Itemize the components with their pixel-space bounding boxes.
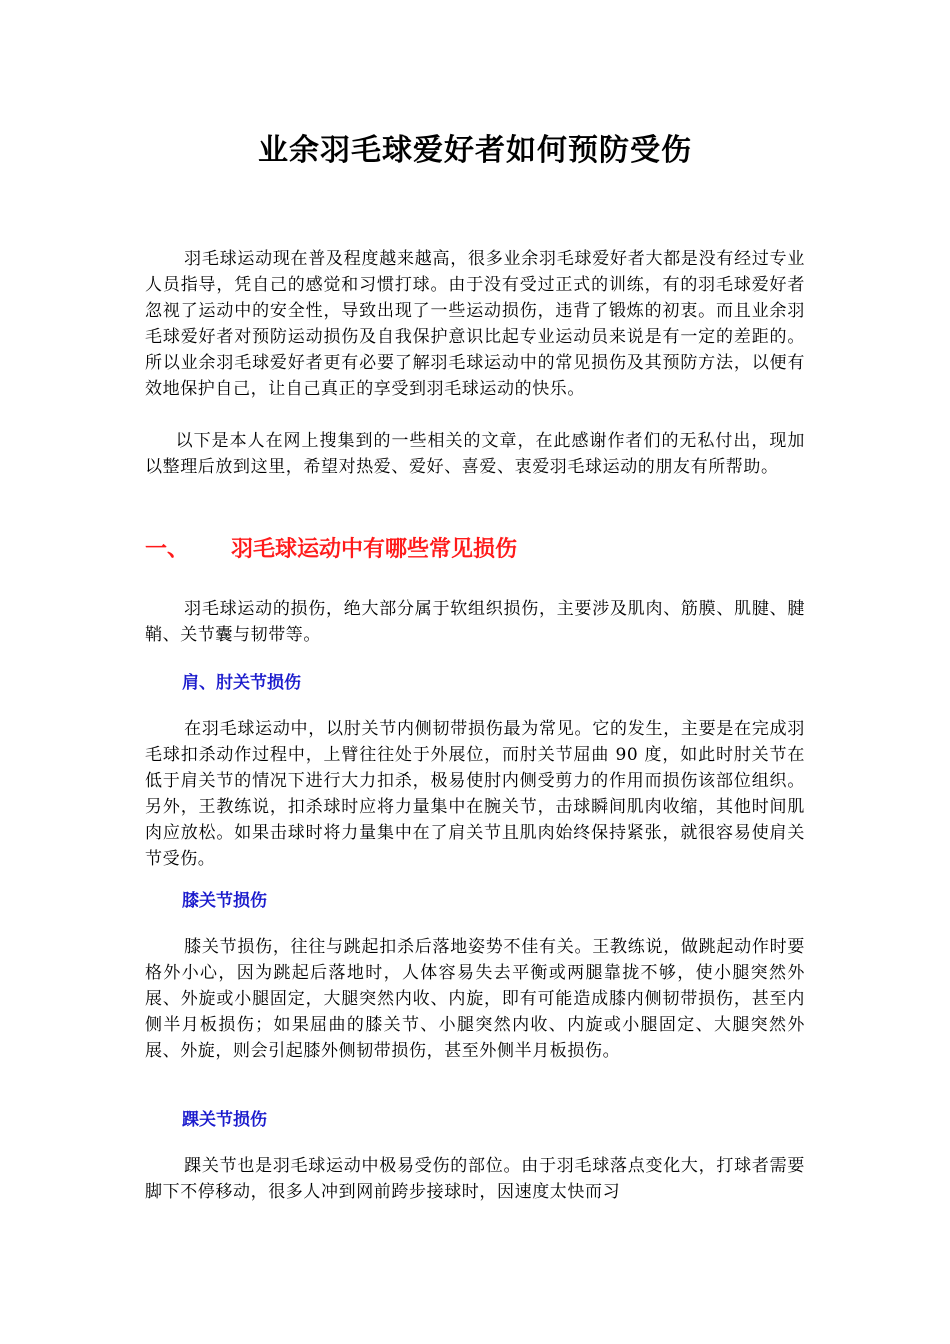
- section-intro-paragraph: 羽毛球运动的损伤，绝大部分属于软组织损伤，主要涉及肌肉、筋膜、肌腱、腱鞘、关节囊与韧带等。: [145, 599, 805, 645]
- subheading-knee: 膝关节损伤: [182, 891, 267, 911]
- intro-paragraph-1: 羽毛球运动现在普及程度越来越高，很多业余羽毛球爱好者大都是没有经过专业人员指导，凭自己的感觉和习惯打球。由于没有受过正式的训练，有的羽毛球爱好者忽视了运动中的安全性，导致出现了一些运动损伤，违背了锻炼的初衷。而且业余羽毛球爱好者对预防运动损伤及自我保护意识比起专业运动员来说是有一定的差距的。所以业余羽毛球爱好者更有必要了解羽毛球运动中的常见损伤及其预防方法，以便有效地保护自己，让自己真正的享受到羽毛球运动的快乐。: [145, 249, 805, 399]
- section-heading: [145, 530, 805, 570]
- shoulder-elbow-paragraph: 在羽毛球运动中，以肘关节内侧韧带损伤最为常见。它的发生，主要是在完成羽毛球扣杀动作过程中，上臂往往处于外展位，而肘关节屈曲 90 度，如此时肘关节在低于肩关节的情况下进行大力扣杀，极易使肘内侧受剪力的作用而损伤该部位组织。另外，王教练说，扣杀球时应将力量集中在腕关节，击球瞬间肌肉收缩，其他时间肌肉应放松。如果击球时将力量集中在了肩关节且肌肉始终保持紧张，就很容易使肩关节受伤。: [145, 719, 805, 869]
- document-title: 业余羽毛球爱好者如何预防受伤: [258, 133, 692, 168]
- subheading-ankle: 踝关节损伤: [182, 1110, 267, 1130]
- section-title: 羽毛球运动中有哪些常见损伤: [231, 537, 518, 562]
- intro-paragraph-2: 以下是本人在网上搜集到的一些相关的文章，在此感谢作者们的无私付出，现加以整理后放到这里，希望对热爱、爱好、喜爱、衷爱羽毛球运动的朋友有所帮助。: [145, 431, 805, 477]
- ankle-paragraph: 踝关节也是羽毛球运动中极易受伤的部位。由于羽毛球落点变化大，打球者需要脚下不停移动，很多人冲到网前跨步接球时，因速度太快而习: [145, 1156, 805, 1202]
- subheading-shoulder-elbow: 肩、肘关节损伤: [182, 673, 301, 693]
- knee-paragraph: 膝关节损伤，往往与跳起扣杀后落地姿势不佳有关。王教练说，做跳起动作时要格外小心，因为跳起后落地时，人体容易失去平衡或两腿靠拢不够，使小腿突然外展、外旋或小腿固定，大腿突然内收、内旋，即有可能造成膝内侧韧带损伤，甚至内侧半月板损伤；如果屈曲的膝关节、小腿突然内收、内旋或小腿固定、大腿突然外展、外旋，则会引起膝外侧韧带损伤，甚至外侧半月板损伤。: [145, 937, 805, 1061]
- section-number: 一、: [145, 537, 190, 562]
